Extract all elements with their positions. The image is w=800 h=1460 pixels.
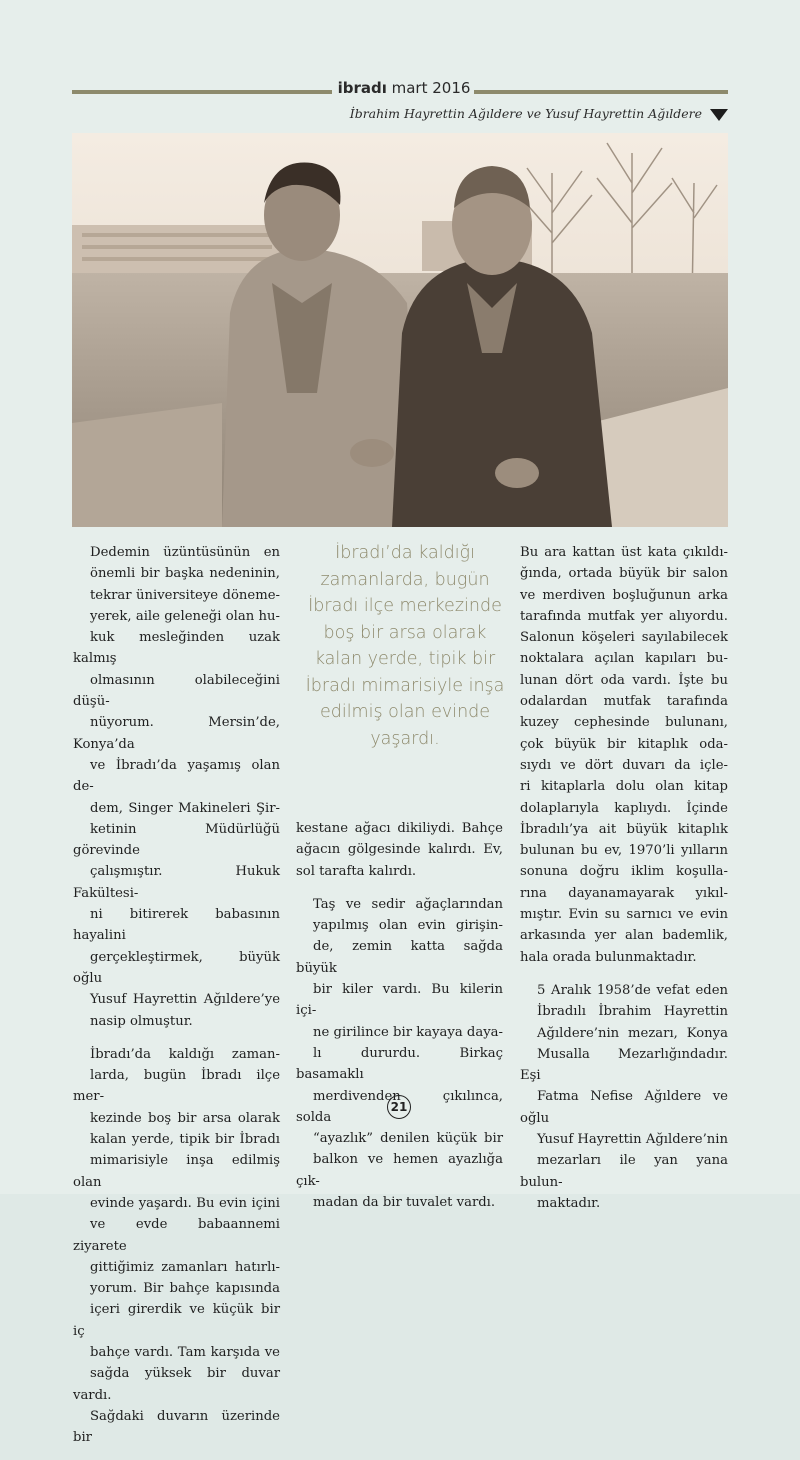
text-line: Yusuf Hayrettin Ağıldere’ye xyxy=(90,992,280,1008)
text-line: ve merdiven boşluğunun arka xyxy=(520,587,728,603)
text-line: sıydı ve dört duvarı da içle- xyxy=(520,757,728,773)
text-line: Salonun köşeleri sayılabilecek xyxy=(520,630,728,646)
text-line: yerek, aile geleneği olan hu- xyxy=(90,608,280,624)
sepia-photo-illustration xyxy=(72,133,728,527)
header-rule-left xyxy=(72,90,332,94)
text-line: arkasında yer alan bademlik, xyxy=(520,928,728,944)
text-line: hala orada bulunmaktadır. xyxy=(520,949,697,965)
text-line: mıştır. Evin su sarnıcı ve evin xyxy=(520,907,728,923)
text-line: sol tarafta kalırdı. xyxy=(296,863,417,879)
text-line: yorum. Bir bahçe kapısında xyxy=(90,1281,280,1297)
magazine-brand xyxy=(334,79,474,97)
text-line: evinde yaşardı. Bu evin içini xyxy=(90,1195,280,1211)
text-line: noktalara açılan kapıları bu- xyxy=(520,651,728,667)
paragraph xyxy=(520,542,728,968)
text-line: sonuna doğru iklim koşulla- xyxy=(520,864,728,880)
text-line: balkon ve hemen ayazlığa çık- xyxy=(296,1152,503,1189)
pull-quote: İbradı’da kaldığı zamanlarda, bugün İbradı ilçe merkezinde boş bir arsa olarak kalan yerde, tipik bir İbradı mimarisiyle inşa edilmiş olan evinde yaşardı. xyxy=(305,543,505,749)
text-line: maktadır. xyxy=(537,1195,601,1211)
text-line: lı dururdu. Birkaç basamaklı xyxy=(296,1045,503,1083)
text-line: önemli bir başka nedeninin, xyxy=(90,566,280,582)
text-line: bahçe vardı. Tam karşıda ve xyxy=(90,1344,280,1360)
text-line: İbradı’da kaldığı zaman- xyxy=(90,1046,280,1062)
text-line: odalardan mutfak tarafında xyxy=(520,694,728,710)
header-rule-right xyxy=(474,90,728,94)
text-line: ve evde babaannemi ziyarete xyxy=(73,1217,280,1254)
text-line: kezinde boş bir arsa olarak xyxy=(90,1110,280,1126)
text-line: kuk mesleğinden uzak kalmış xyxy=(73,630,280,667)
text-line: rına dayanamayarak yıkıl- xyxy=(520,885,728,901)
text-line: mimarisiyle inşa edilmiş olan xyxy=(73,1153,280,1190)
text-line: İbradılı’ya ait büyük kitaplık xyxy=(520,821,728,837)
text-line: madan da bir tuvalet vardı. xyxy=(313,1195,496,1211)
page-number: 21 xyxy=(387,1095,411,1119)
text-line: larda, bugün İbradı ilçe mer- xyxy=(73,1068,280,1105)
paragraph xyxy=(296,894,503,1213)
text-line: ketinin Müdürlüğü görevinde xyxy=(73,821,280,859)
text-line: çalışmıştır. Hukuk Fakültesi- xyxy=(73,864,280,901)
text-line: merdivenden çıkılınca, solda xyxy=(296,1088,503,1125)
text-line: ğında, ortada büyük bir salon xyxy=(520,566,728,582)
text-line: Sağdaki duvarın üzerinde bir xyxy=(73,1408,280,1446)
text-line: “ayazlık” denilen küçük bir xyxy=(313,1131,503,1147)
text-line: yapılmış olan evin girişin- xyxy=(313,918,503,934)
text-line: olmasının olabileceğini düşü- xyxy=(73,672,280,710)
paragraph xyxy=(296,818,503,882)
text-line: ri kitaplarla dolu olan kitap xyxy=(520,779,728,795)
text-line: kestane ağacı dikiliydi. Bahçe xyxy=(296,821,503,836)
text-line: Dedemin üzüntüsünün en xyxy=(90,545,280,560)
issue-date: mart 2016 xyxy=(386,79,471,97)
text-line: tarafında mutfak yer alıyordu. xyxy=(520,608,728,624)
text-line: ve İbradı’da yaşamış olan de- xyxy=(73,757,280,795)
text-column-2 xyxy=(296,818,503,1225)
text-line: Ağıldere’nin mezarı, Konya xyxy=(537,1025,728,1041)
text-line: dem, Singer Makineleri Şir- xyxy=(90,800,280,816)
brand-name: ibradı xyxy=(337,79,387,97)
text-line: nasip olmuştur. xyxy=(90,1013,193,1029)
text-line: Taş ve sedir ağaçlarından xyxy=(313,896,503,912)
text-column-1 xyxy=(73,542,280,1460)
text-line: 5 Aralık 1958’de vefat eden xyxy=(537,982,728,998)
text-line: kalan yerde, tipik bir İbradı xyxy=(90,1132,280,1148)
text-line: tekrar üniversiteye döneme- xyxy=(90,587,280,603)
text-line: ne girilince bir kayaya daya- xyxy=(313,1024,503,1040)
text-line: gittiğimiz zamanları hatırlı- xyxy=(90,1259,280,1275)
paragraph xyxy=(73,1044,280,1449)
article-subtitle: İbrahim Hayrettin Ağıldere ve Yusuf Hayrettin Ağıldere xyxy=(349,106,702,121)
text-line: Bu ara kattan üst kata çıkıldı- xyxy=(520,545,728,560)
text-line: nüyorum. Mersin’de, Konya’da xyxy=(73,715,280,752)
text-line: kuzey cephesinde bulunanı, xyxy=(520,715,728,731)
paragraph xyxy=(520,980,728,1214)
text-line: de, zemin katta sağda büyük xyxy=(296,939,503,976)
text-line: Musalla Mezarlığındadır. Eşi xyxy=(520,1046,728,1084)
text-line: Yusuf Hayrettin Ağıldere’nin xyxy=(537,1132,728,1148)
text-line: bir kiler vardı. Bu kilerin içi- xyxy=(296,982,503,1019)
text-line: gerçekleştirmek, büyük oğlu xyxy=(73,949,280,986)
text-line: mezarları ile yan yana bulun- xyxy=(520,1153,728,1190)
text-line: çok büyük bir kitaplık oda- xyxy=(520,736,728,752)
triangle-marker-icon xyxy=(710,109,728,121)
text-line: İbradılı İbrahim Hayrettin xyxy=(537,1004,728,1020)
text-line: bulunan bu ev, 1970’li yılların xyxy=(520,843,728,859)
article-photo xyxy=(72,133,728,527)
text-column-3 xyxy=(520,542,728,1226)
text-line: lunan dört oda vardı. İşte bu xyxy=(520,672,728,688)
text-line: ni bitirerek babasının hayalini xyxy=(73,907,280,944)
page-header xyxy=(72,80,728,130)
text-line: Fatma Nefise Ağıldere ve oğlu xyxy=(520,1089,728,1126)
text-line: ağacın gölgesinde kalırdı. Ev, xyxy=(296,842,503,858)
text-line: sağda yüksek bir duvar vardı. xyxy=(73,1366,280,1403)
paragraph xyxy=(73,542,280,1032)
text-line: dolaplarıyla kaplıydı. İçinde xyxy=(520,800,728,816)
text-line: içeri girerdik ve küçük bir iç xyxy=(73,1302,280,1339)
